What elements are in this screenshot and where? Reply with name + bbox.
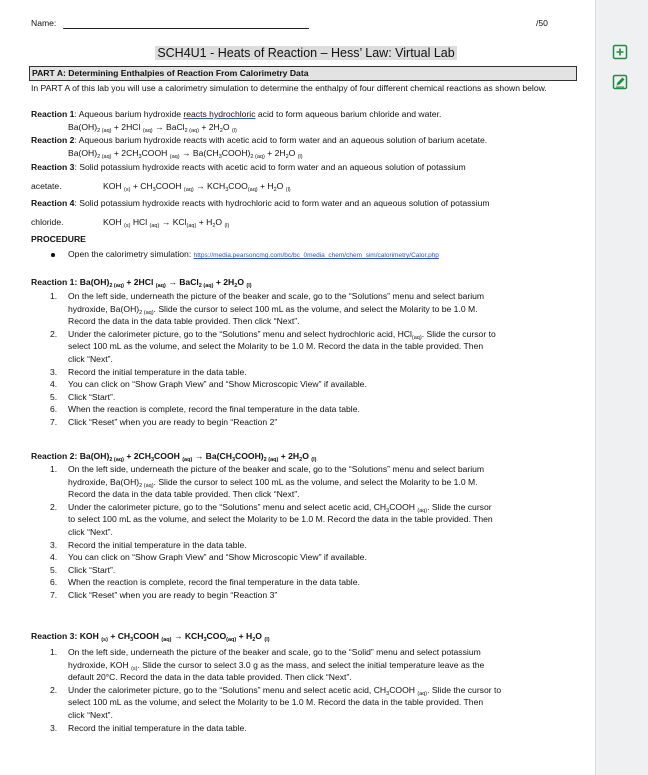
reaction-1-equation: $Ba(OH)_{2 (aq)} + 2HCl$ $_{(aq)}$ → BaCl$_{2 (aq)}$ + $2H_2O$ $_{(l)}$ <box>68 122 237 134</box>
step-5: 5. Click “Start”. <box>50 564 116 575</box>
name-field[interactable] <box>63 28 309 29</box>
procedure-list <box>31 248 576 263</box>
reaction-1-heading: Reaction 1: $Ba(OH)_{2 (aq)} + 2HCl$ $_{(aq)}$ → BaCl$_{2 (aq)}$ + $2H_2O$ $_{(l)}$ <box>31 277 252 289</box>
comment-sidebar <box>595 0 648 775</box>
score-total: /50 <box>536 18 548 28</box>
step-5: 5. Click “Start”. <box>50 391 116 402</box>
reaction-4-description: Reaction 4: Solid potassium hydroxide reacts with hydrochloric acid to form water and an aqueous solution of potassium <box>31 198 490 208</box>
step-7: 7. Click “Reset” when you are ready to begin “Reaction 2” <box>50 416 278 427</box>
reaction-3-cont: acetate. <box>31 181 62 191</box>
reaction-2-equation: $Ba(OH)_{2 (aq)}$ + $2CH_3COOH$ $_{(aq)} \to Ba(CH_3COOH)_{2 (aq)} + 2H_2O$ $_{(l)}$ <box>68 148 303 160</box>
reaction-2-steps <box>31 463 576 602</box>
simulation-link[interactable]: https://media.pearsoncmg.com/bc/bc_0media_chem/chem_sim/calorimetry/Calor.php <box>193 252 439 259</box>
step-3: 3. Record the initial temperature in the data table. <box>50 539 247 550</box>
step-3: 3. Record the initial temperature in the data table. <box>50 366 247 377</box>
step-7: 7. Click “Reset” when you are ready to begin “Reaction 3” <box>50 589 278 600</box>
step-2: 2. Under the calorimeter picture, go to the “Solutions” menu and select acetic acid, $CH_3COOH$ $_{(aq)}$. Slide the cursor to select 100 mL as the volume, and select the Molarity to be 1.0 M. Record the data in the table provided. Then click “Next”. <box>50 684 502 720</box>
step-4: 4. You can click on “Show Graph View” and “Show Microscopic View” if available. <box>50 379 367 390</box>
name-label: Name: <box>31 18 57 28</box>
reaction-3-description: Reaction 3: Solid potassium hydroxide reacts with acetic acid to form water and an aqueous solution of potassium <box>31 162 466 172</box>
step-1: 1. On the left side, underneath the picture of the beaker and scale, go to the “Solid” menu and select potassium hydroxide, KOH $_{(s)}$. Slide the cursor to select 3.0 g as the mass, and select the initial temperature leave as the default 20°C. Record the data in the data table provided. Then click “Next”. <box>50 647 485 683</box>
step-6: 6. When the reaction is complete, record the final temperature in the data table. <box>50 404 360 415</box>
step-2: 2. Under the calorimeter picture, go to the “Solutions” menu and select acetic acid, $CH_3COOH$ $_{(aq)}$. Slide the cursor to select 100 mL as the volume, and select the Molarity to be 1.0 M. Record the data in the table provided. Then click “Next”. <box>50 501 493 537</box>
reaction-3-heading: Reaction 3: KOH $_{(s)} + CH_3COOH$ $_{(aq)} \to KCH_3COO_{(aq)} + H_2O$ $_{(l)}$ <box>31 631 270 643</box>
step-4: 4. You can click on “Show Graph View” and “Show Microscopic View” if available. <box>50 552 367 563</box>
procedure-heading: PROCEDURE <box>31 234 86 244</box>
reaction-3-equation: KOH $_{(s)} + CH_3COOH$ $_{(aq)} \to KCH_3COO_{(aq)} + H_2O$ $_{(l)}$ <box>103 181 291 193</box>
suggest-edit-icon[interactable] <box>610 72 630 92</box>
reaction-2-description: Reaction 2: Aqueous barium hydroxide reacts with acetic acid to form water and an aqueous solution of barium acetate. <box>31 135 488 145</box>
part-a-heading: PART A: Determining Enthalpies of Reaction From Calorimetry Data <box>29 66 577 81</box>
step-1: 1. On the left side, underneath the picture of the beaker and scale, go to the “Solutions” menu and select barium hydroxide, $Ba(OH)_{2 (aq)}$. Slide the cursor to select 100 mL as the volume, and select the Molarity to be 1.0 M. Record the data in the data table provided. Then click “Next”. <box>50 291 485 327</box>
reaction-3-steps <box>31 646 576 734</box>
document-title: SCH4U1 - Heats of Reaction – Hess’ Law: Virtual Lab <box>157 46 455 60</box>
reaction-1-description: Reaction 1: Aqueous barium hydroxide reacts hydrochloric acid to form aqueous barium chloride and water. <box>31 109 442 119</box>
add-comment-icon[interactable] <box>610 42 630 62</box>
part-a-intro: In PART A of this lab you will use a calorimetry simulation to determine the enthalpy of four different chemical reactions as shown below. <box>31 83 547 93</box>
reaction-2-heading: Reaction 2: $Ba(OH)_{2 (aq)}$ + $2CH_3COOH$ $_{(aq)} \to Ba(CH_3COOH)_{2 (aq)} + 2H_2O$ $_{(l)}$ <box>31 451 317 463</box>
reaction-4-equation: KOH $_{(s)}$ HCl $_{(aq)} \to KCl_{(aq)} + H_2O$ $_{(l)}$ <box>103 217 230 229</box>
step-1: 1. On the left side, underneath the picture of the beaker and scale, go to the “Solutions” menu and select barium hydroxide, $Ba(OH)_{2 (aq)}$. Slide the cursor to select 100 mL as the volume, and select the Molarity to be 1.0 M. Record the data in the data table provided. Then click “Next”. <box>50 464 485 500</box>
step-3: 3. Record the initial temperature in the data table. <box>50 722 247 733</box>
reaction-1-steps <box>31 290 576 429</box>
reaction-4-cont: chloride. <box>31 217 64 227</box>
step-6: 6. When the reaction is complete, record the final temperature in the data table. <box>50 577 360 588</box>
step-2: 2. Under the calorimeter picture, go to the “Solutions” menu and select hydrochloric acid, HCl$_{(aq)}$. Slide the cursor to select 100 mL as the volume, and select the Molarity to be 1.0 M. Record the data in the table provided. Then click “Next”. <box>50 328 496 364</box>
procedure-item: Open the calorimetry simulation: https://media.pearsoncmg.com/bc/bc_0media_chem/chem_sim/calorimetry/Calor.php <box>31 248 576 263</box>
